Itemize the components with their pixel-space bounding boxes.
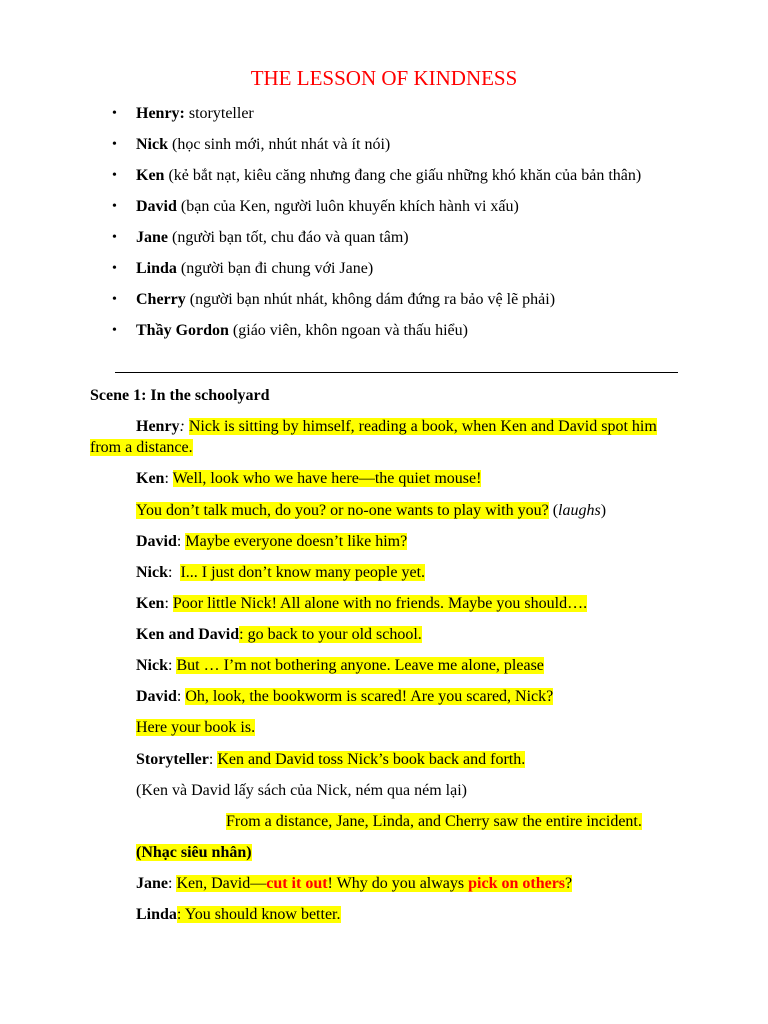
bullet-icon: • (112, 168, 117, 183)
dialogue-line (136, 624, 422, 646)
dialogue-line: David: Maybe everyone doesn’t like him? (136, 533, 408, 550)
cast-description: (người bạn tốt, chu đáo và quan tâm) (168, 229, 409, 246)
speaker-name: Nick (136, 657, 168, 674)
bullet-icon: • (112, 261, 117, 276)
cast-description: (giáo viên, khôn ngoan và thấu hiểu) (228, 322, 468, 339)
emphasis-text: cut it out (266, 875, 328, 892)
dialogue-line: Ken: Poor little Nick! All alone with no friends. Maybe you should…. (136, 595, 588, 612)
speaker-name: Nick (136, 564, 168, 581)
dialogue-line (136, 904, 341, 926)
speaker-name: Ken (136, 470, 165, 487)
stage-direction: laughs (558, 502, 601, 519)
speaker-name: Ken (136, 595, 165, 612)
cast-name: Linda (136, 260, 177, 277)
cast-description: (học sinh mới, nhút nhát và ít nói) (168, 136, 391, 153)
speaker-name: Linda (136, 906, 177, 923)
horizontal-divider (115, 372, 678, 373)
cast-name: Thầy Gordon (136, 322, 229, 339)
cast-name: Ken (136, 167, 165, 184)
list-item (0, 226, 768, 257)
speaker-name: Storyteller (136, 751, 209, 768)
speaker-name: Ken and David (136, 626, 240, 643)
dialogue-line: David: Oh, look, the bookworm is scared! Are you scared, Nick? (136, 688, 554, 705)
speaker-name: David (136, 688, 177, 705)
dialogue-text: Nick is sitting by himself, reading a book, when Ken and David spot him (188, 418, 657, 435)
speaker-name: Henry (136, 418, 180, 435)
cast-description: storyteller (184, 105, 254, 122)
translation-line: (Ken và David lấy sách của Nick, ném qua ném lại) (136, 782, 467, 799)
list-item (0, 102, 768, 133)
dialogue-line: Ken: Well, look who we have here—the quiet mouse! (136, 470, 482, 487)
cast-description: (kẻ bắt nạt, kiêu căng nhưng đang che giấu những khó khăn của bản thân) (164, 167, 642, 184)
document-title: THE LESSON OF KINDNESS (250, 66, 518, 90)
speaker-name: David (136, 533, 177, 550)
dialogue-text: From a distance, Jane, Linda, and Cherry saw the entire incident. (226, 813, 642, 830)
dialogue-text: Well, look who we have here—the quiet mouse! (172, 470, 482, 487)
dialogue-text: You don’t talk much, do you? or no-one wants to play with you? (136, 502, 549, 519)
cast-description: (người bạn đi chung với Jane) (176, 260, 374, 277)
dialogue-text: Oh, look, the bookworm is scared! Are you scared, Nick? (185, 688, 554, 705)
list-item (0, 288, 768, 319)
bullet-icon: • (112, 199, 117, 214)
dialogue-line: Jane: Ken, David—cut it out! Why do you always pick on others? (136, 875, 573, 892)
cast-name: Henry: (136, 105, 185, 122)
dialogue-line: Storyteller: Ken and David toss Nick’s book back and forth. (136, 751, 526, 768)
bullet-icon: • (112, 137, 117, 152)
cast-description: (người bạn nhút nhát, không dám đứng ra bảo vệ lẽ phải) (185, 291, 556, 308)
emphasis-text: pick on others (468, 875, 566, 892)
music-cue: (Nhạc siêu nhân) (136, 844, 252, 861)
dialogue-line-continued (90, 437, 193, 459)
dialogue-text: Here your book is. (136, 719, 256, 736)
dialogue-text: from a distance. (90, 439, 193, 456)
dialogue-line: Henry: Nick is sitting by himself, reading a book, when Ken and David spot him (136, 418, 657, 435)
bullet-icon: • (112, 230, 117, 245)
cast-description: (bạn của Ken, người luôn khuyến khích hành vi xấu) (176, 198, 519, 215)
scene-heading: Scene 1: In the schoolyard (90, 387, 270, 404)
dialogue-text: : go back to your old school. (239, 626, 422, 643)
dialogue-line (136, 717, 255, 739)
list-item (0, 133, 768, 164)
narration-line (226, 811, 642, 833)
bullet-icon: • (112, 106, 117, 121)
bullet-icon: • (112, 323, 117, 338)
dialogue-text: I... I just don’t know many people yet. (180, 564, 426, 581)
list-item (0, 319, 768, 350)
cast-name: Cherry (136, 291, 186, 308)
dialogue-text: Maybe everyone doesn’t like him? (185, 533, 408, 550)
cast-name: David (136, 198, 177, 215)
dialogue-text: Ken and David toss Nick’s book back and forth. (217, 751, 526, 768)
dialogue-line: Nick: But … I’m not bothering anyone. Leave me alone, please (136, 657, 544, 674)
speaker-name: Jane (136, 875, 168, 892)
cast-name: Jane (136, 229, 168, 246)
list-item (0, 164, 768, 195)
bullet-icon: • (112, 292, 117, 307)
dialogue-text: : You should know better. (176, 906, 341, 923)
dialogue-line: Nick: I... I just don’t know many people yet. (136, 564, 426, 581)
dialogue-text: Poor little Nick! All alone with no friends. Maybe you should…. (172, 595, 588, 612)
cast-list (0, 102, 768, 350)
dialogue-text: But … I’m not bothering anyone. Leave me alone, please (176, 657, 544, 674)
dialogue-line: You don’t talk much, do you? or no-one wants to play with you? (laughs) (136, 502, 607, 519)
list-item (0, 195, 768, 226)
cast-name: Nick (136, 136, 168, 153)
list-item (0, 257, 768, 288)
